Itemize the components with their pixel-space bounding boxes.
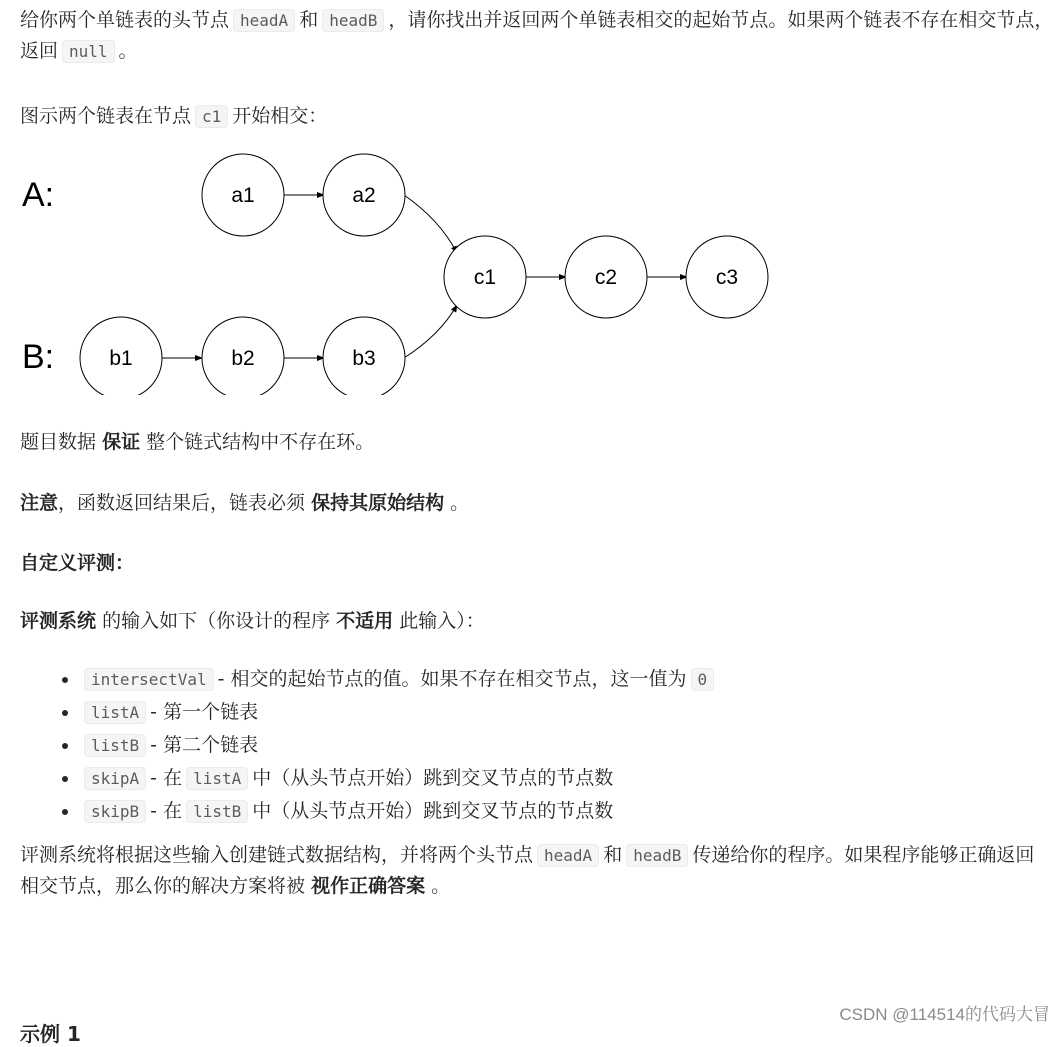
linked-list-diagram <box>20 150 820 395</box>
list-item <box>80 663 718 696</box>
node-c2-label: c2 <box>594 266 618 289</box>
input-list <box>0 663 718 828</box>
node-b2-label: b2 <box>231 347 255 370</box>
csdn-watermark: CSDN @114514的代码大冒 <box>839 1005 1050 1024</box>
code-zero: 0 <box>691 668 715 691</box>
note-text-2: 。 <box>450 492 470 514</box>
guarantee-text-1: 题目数据 <box>20 431 97 453</box>
closing-paragraph <box>20 840 1040 902</box>
label-b: B: <box>22 338 55 376</box>
closing-text-4: 。 <box>431 875 451 897</box>
caption-text-1: 图示两个链表在节点 <box>20 105 192 127</box>
list-item-text: 中（从头节点开始）跳到交叉节点的节点数 <box>252 800 614 822</box>
code-listA: listA <box>186 767 248 790</box>
list-item-text: - 相交的起始节点的值。如果不存在相交节点，这一值为 <box>217 668 687 690</box>
code-listB: listB <box>84 734 146 757</box>
code-listA: listA <box>84 701 146 724</box>
list-item-text: - 在 <box>150 767 183 789</box>
node-c3-label: c3 <box>715 266 739 289</box>
closing-text-3: 传递给你的程序。如果程序能够正确返回相交节点，那么你的解决方案将被 <box>20 844 1035 897</box>
intro-text-3: ，请你找出并返回两个单链表相交的起始节点。如果两个链表不存在相交节点，返回 <box>20 9 1054 62</box>
closing-text-2: 和 <box>603 844 623 866</box>
list-item <box>80 729 718 762</box>
code-c1: c1 <box>195 105 228 128</box>
figure-caption <box>20 101 327 132</box>
code-headA: headA <box>537 844 599 867</box>
list-item <box>80 762 718 795</box>
code-listB: listB <box>186 800 248 823</box>
node-b3-label: b3 <box>352 347 376 370</box>
edge-a2-c1 <box>404 195 457 253</box>
note-bold-1: 注意 <box>20 492 59 514</box>
guarantee-text-2: 整个链式结构中不存在环。 <box>146 431 375 453</box>
label-a: A: <box>22 176 55 214</box>
judge-input-text-1: 的输入如下（你设计的程序 <box>102 610 331 632</box>
intro-paragraph <box>20 5 1060 67</box>
list-item-text: - 在 <box>150 800 183 822</box>
guarantee-paragraph <box>20 427 374 458</box>
list-item-text: - 第一个链表 <box>150 701 259 723</box>
note-text-1: ，函数返回结果后，链表必须 <box>58 492 306 514</box>
note-bold-2: 保持其原始结构 <box>311 492 445 514</box>
guarantee-bold: 保证 <box>102 431 141 453</box>
judge-input-bold-1: 评测系统 <box>20 610 97 632</box>
intro-text-4: 。 <box>118 40 138 62</box>
note-paragraph <box>20 488 469 519</box>
code-headB: headB <box>626 844 688 867</box>
code-skipA: skipA <box>84 767 146 790</box>
node-a2-label: a2 <box>352 184 376 207</box>
intro-text-1: 给你两个单链表的头节点 <box>20 9 230 31</box>
list-item <box>80 795 718 828</box>
judge-input-text-2: 此输入）： <box>399 610 485 632</box>
code-headA: headA <box>233 9 295 32</box>
edge-b3-c1 <box>404 305 457 358</box>
list-item <box>80 696 718 729</box>
node-c1-label: c1 <box>473 266 497 289</box>
code-intersectVal: intersectVal <box>84 668 214 691</box>
custom-judge-heading <box>20 548 134 579</box>
list-item-text: - 第二个链表 <box>150 734 259 756</box>
code-skipB: skipB <box>84 800 146 823</box>
node-a1-label: a1 <box>231 184 255 207</box>
judge-input-paragraph <box>20 606 485 637</box>
code-headB: headB <box>322 9 384 32</box>
intro-text-2: 和 <box>299 9 319 31</box>
custom-judge-heading-text: 自定义评测： <box>20 552 135 574</box>
example-heading: 示例 1 <box>20 1022 81 1046</box>
code-null: null <box>62 40 115 63</box>
judge-input-bold-2: 不适用 <box>336 610 394 632</box>
closing-bold: 视作正确答案 <box>311 875 426 897</box>
list-item-text: 中（从头节点开始）跳到交叉节点的节点数 <box>252 767 614 789</box>
closing-text-1: 评测系统将根据这些输入创建链式数据结构，并将两个头节点 <box>20 844 534 866</box>
caption-text-2: 开始相交： <box>232 105 328 127</box>
node-b1-label: b1 <box>109 347 133 370</box>
